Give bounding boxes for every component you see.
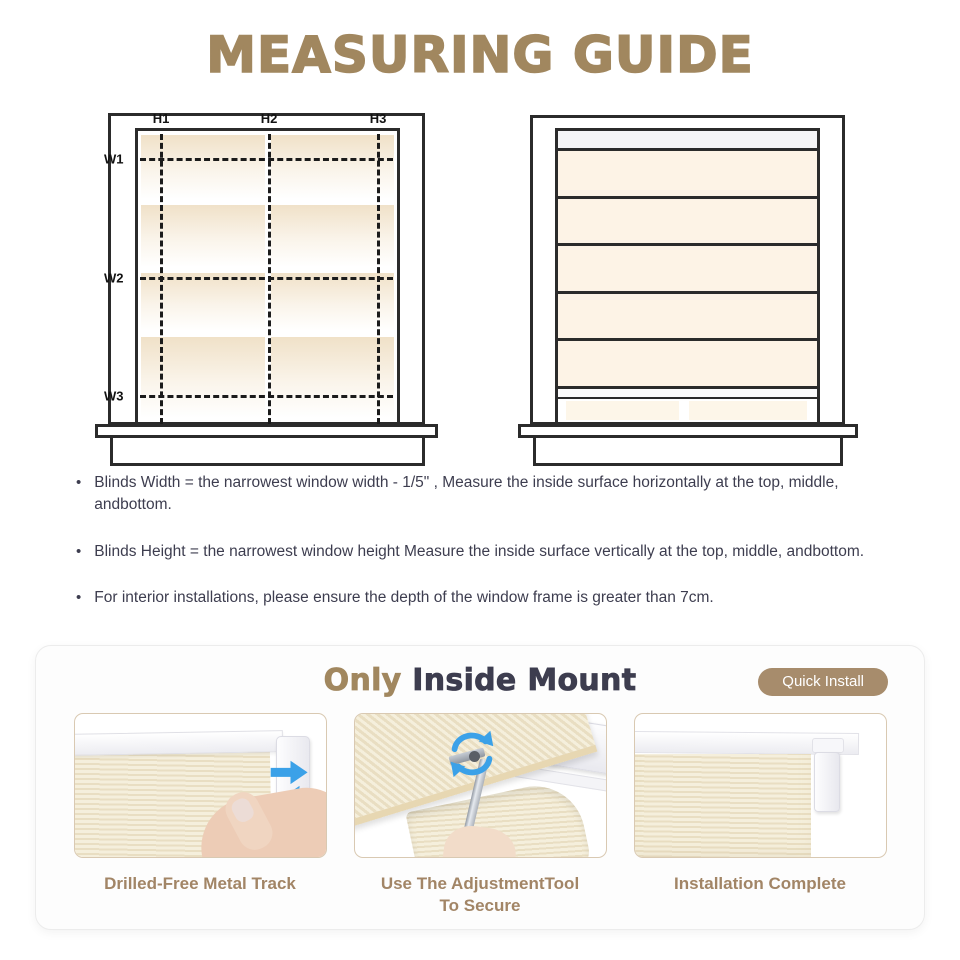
- exposed-window-strip: [558, 399, 817, 422]
- bullet-icon: •: [76, 589, 82, 607]
- window-apron: [110, 438, 425, 466]
- install-steps-row: [36, 713, 924, 918]
- window-sill: [518, 424, 858, 438]
- blind-slats: [558, 151, 817, 389]
- bracket-cap: [812, 738, 844, 753]
- bullet-icon: •: [76, 474, 82, 491]
- mounting-bracket: [814, 752, 840, 812]
- list-item: [76, 472, 874, 517]
- window-sill: [95, 424, 438, 438]
- label-h3: H3: [369, 111, 387, 126]
- blind-headrail: [558, 131, 817, 151]
- inside-mount-section: [35, 645, 925, 930]
- width-measure-line-w3: [140, 395, 393, 398]
- label-h1: H1: [152, 111, 170, 126]
- label-w1: W1: [104, 151, 124, 167]
- list-item: [76, 587, 874, 609]
- window-measure-diagram: [95, 108, 440, 466]
- window-apron: [533, 438, 843, 466]
- instruction-text: Blinds Width = the narrowest window width - 1/5" , Measure the inside surface horizontally at the top, middle, andbottom.: [94, 474, 839, 514]
- width-measure-line-w1: [140, 158, 393, 161]
- bullet-icon: •: [76, 542, 82, 560]
- page-title: MEASURING GUIDE: [206, 26, 754, 84]
- blind-bottom-rail: [558, 389, 817, 399]
- label-w2: W2: [104, 270, 124, 286]
- instruction-text: For interior installations, please ensure the depth of the window frame is greater than 7cm.: [94, 589, 714, 607]
- blind-slat: [558, 199, 817, 247]
- install-step-1: [74, 713, 327, 918]
- window-blind-diagram: [528, 108, 868, 466]
- inside-mount-title-accent: Only: [323, 663, 402, 698]
- window-pane: [566, 401, 679, 420]
- window-inner-frame: [555, 128, 820, 425]
- metal-track: [74, 730, 283, 756]
- rotation-arrows-icon: [443, 724, 501, 782]
- blind-slat: [558, 341, 817, 389]
- step-1-caption: Drilled-Free Metal Track: [104, 874, 296, 893]
- step-3-photo: [634, 713, 887, 858]
- instructions-list: [76, 472, 874, 634]
- blind-slat: [558, 151, 817, 199]
- step-2-photo: [354, 713, 607, 858]
- inside-mount-title-rest: Inside Mount: [412, 663, 637, 698]
- step-3-caption: Installation Complete: [674, 874, 846, 893]
- label-w3: W3: [104, 388, 124, 404]
- fingernail: [228, 796, 256, 825]
- window-pane: [689, 401, 807, 420]
- window-pane: [271, 205, 395, 267]
- install-step-2: [354, 713, 607, 918]
- list-item: [76, 541, 874, 563]
- window-pane: [271, 337, 395, 418]
- blind-slat: [558, 294, 817, 342]
- step-1-photo: [74, 713, 327, 858]
- window-pane: [271, 135, 395, 199]
- label-h2: H2: [260, 111, 278, 126]
- install-step-3: [634, 713, 887, 918]
- blind-fabric: [634, 754, 811, 858]
- instruction-text: Blinds Height = the narrowest window height Measure the inside surface vertically at the top, middle, andbottom.: [94, 542, 865, 560]
- blind-slat: [558, 246, 817, 294]
- quick-install-badge: Quick Install: [758, 668, 888, 696]
- step-2-caption: Use The AdjustmentTool To Secure: [380, 874, 580, 916]
- window-pane: [271, 273, 395, 331]
- width-measure-line-w2: [140, 277, 393, 280]
